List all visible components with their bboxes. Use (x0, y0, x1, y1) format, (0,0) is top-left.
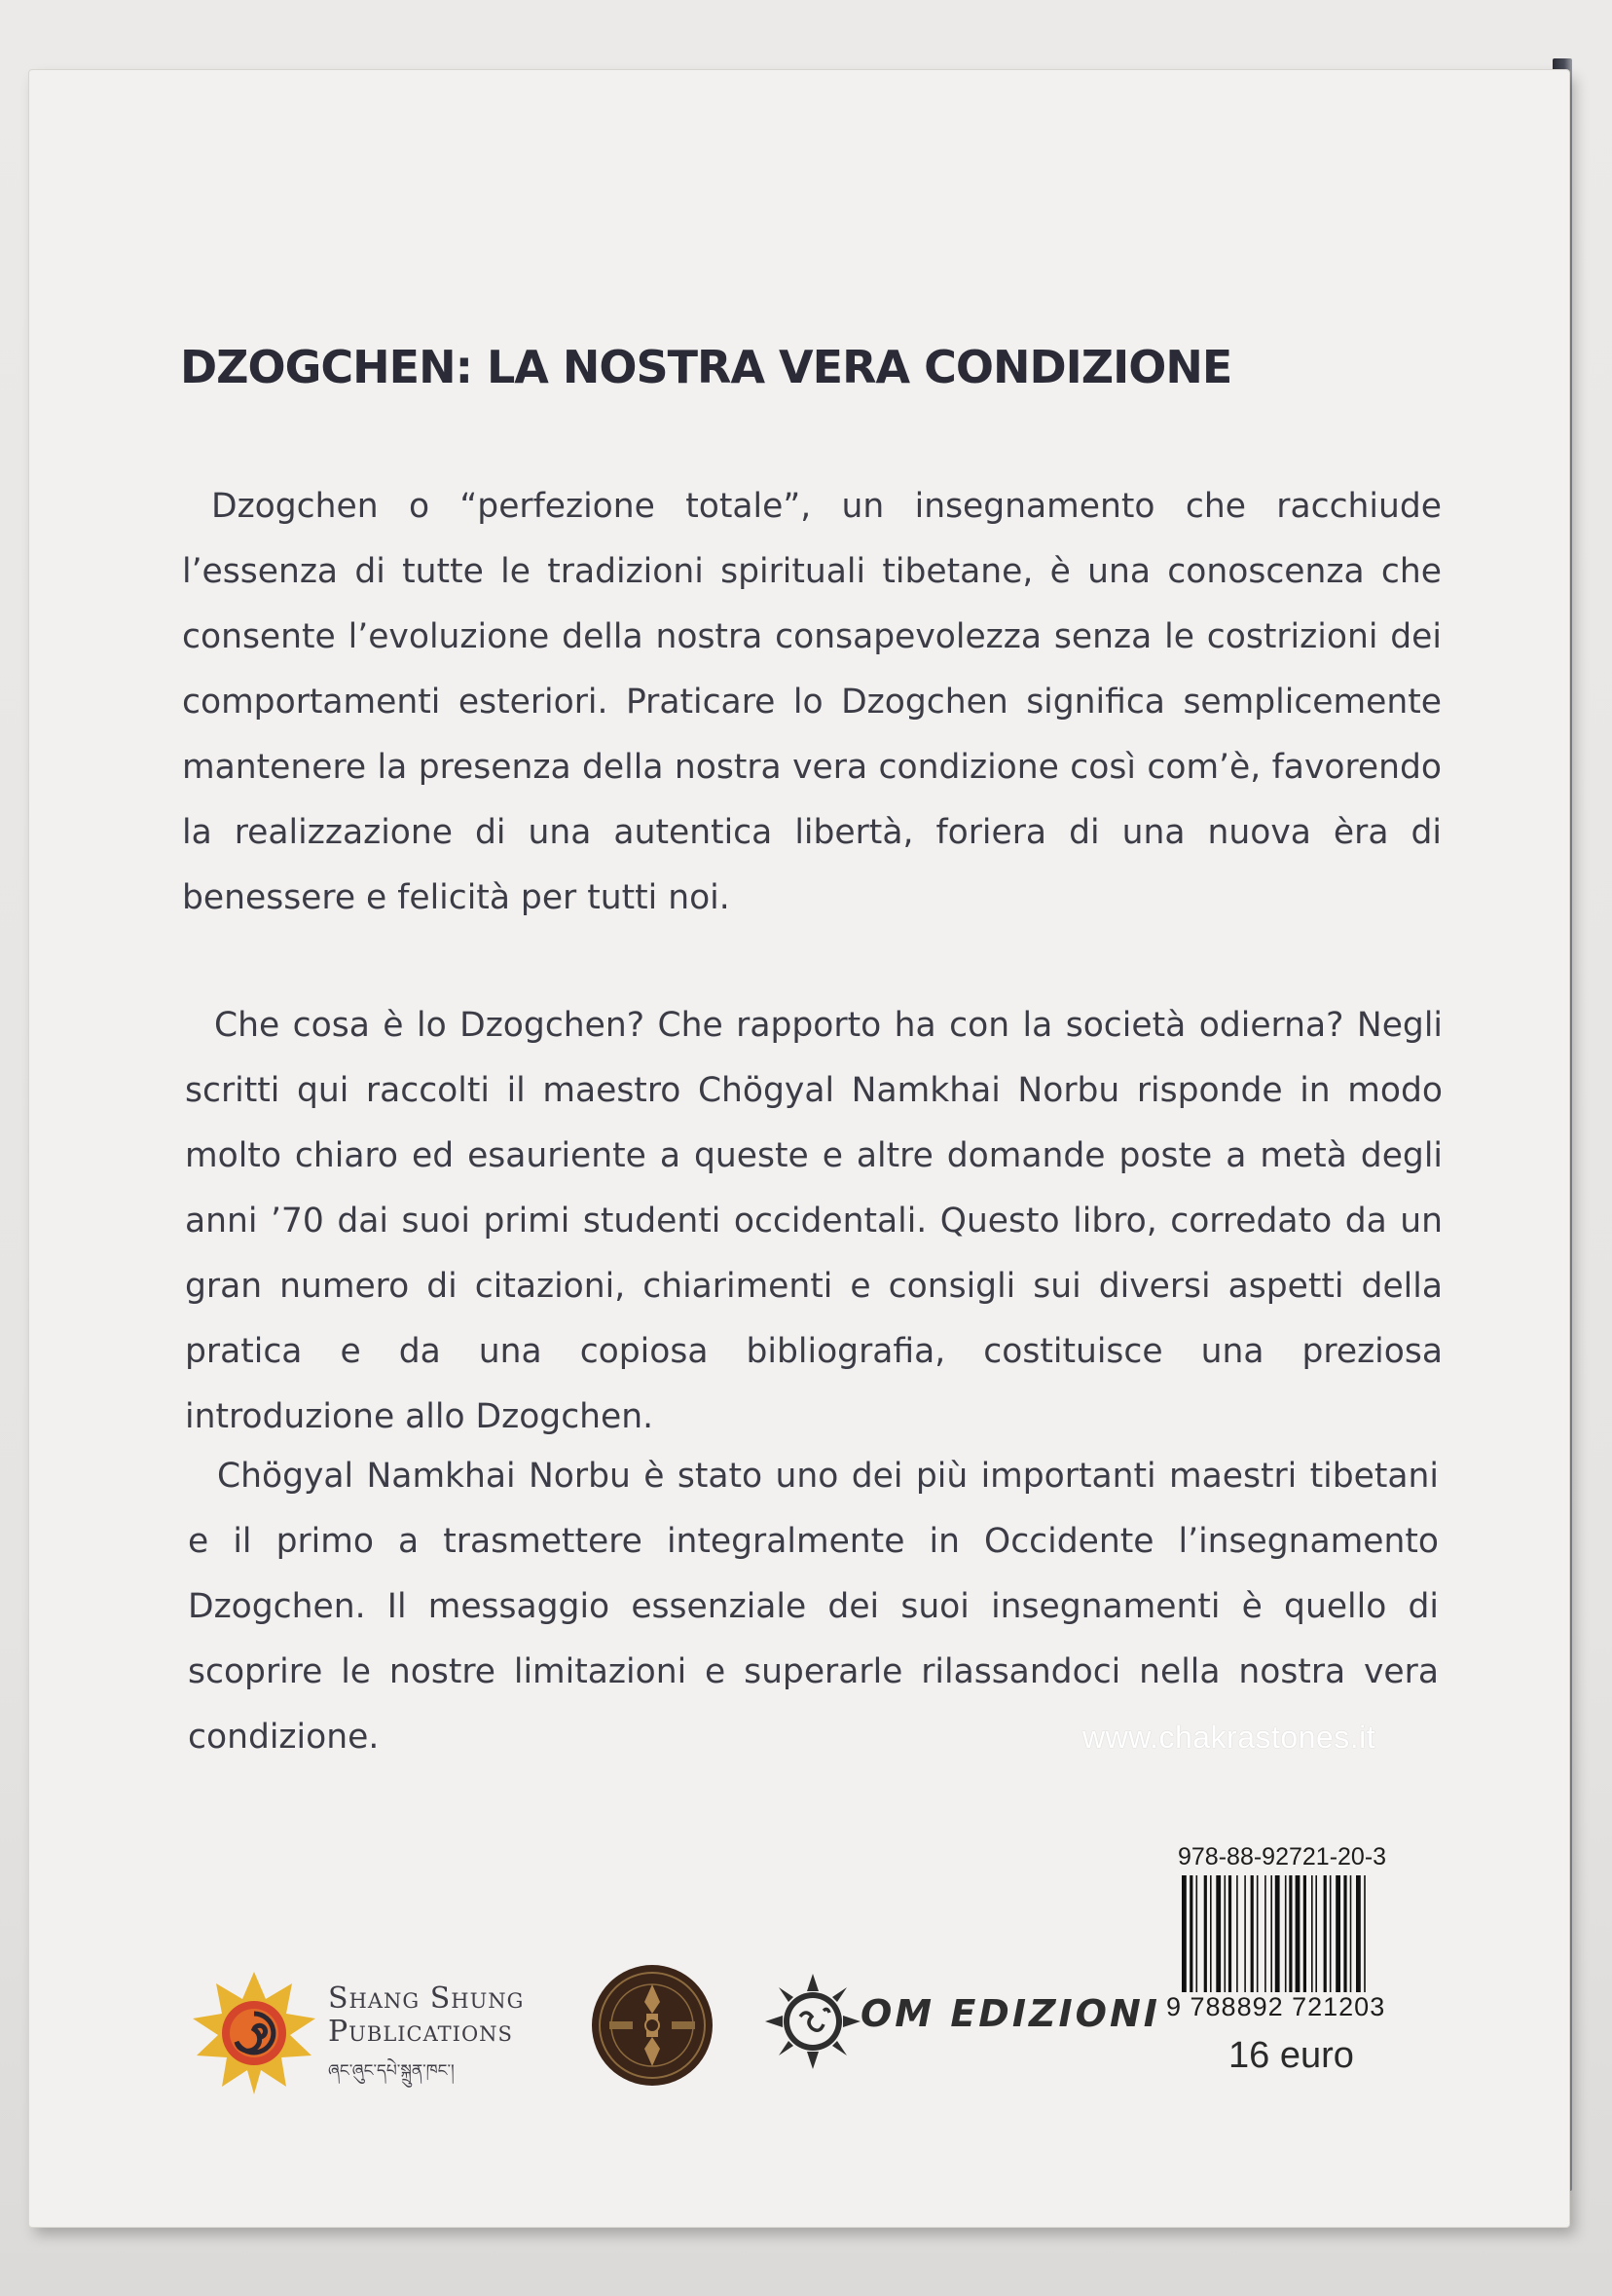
website-watermark: www.chakrastones.it (1082, 1720, 1376, 1755)
description-paragraph-2: Che cosa è lo Dzogchen? Che rapporto ha con la società odierna? Negli scritti qui raccolti il maestro Chögyal Namkhai Norbu risponde in modo molto chiaro ed esauriente a queste e altre domande poste a metà degli anni ’70 dai suoi primi studenti occidentali. Questo libro, corredato da un gran numero di citazioni, chiarimenti e consigli sui diversi aspetti della pratica e da una copiosa bibliografia, costituisce una preziosa introduzione allo Dzogchen. (185, 1006, 1443, 1436)
shang-shung-sun-logo-icon (191, 1970, 317, 2096)
book-title: DZOGCHEN: LA NOSTRA VERA CONDIZIONE (180, 341, 1232, 393)
barcode-digits: 9 788892 721203 (1163, 1992, 1388, 2022)
shang-shung-publisher-name (328, 1982, 524, 2049)
dorje-seal-logo-icon (590, 1963, 714, 2088)
shang-shung-line-2: Publications (328, 2015, 513, 2049)
price-label: 16 euro (1228, 2035, 1354, 2076)
description-paragraph-1: Dzogchen o “perfezione totale”, un insegnamento che racchiude l’essenza di tutte le tradizioni spirituali tibetane, è una conoscenza che consente l’evoluzione della nostra consapevolezza senza le costrizioni dei comportamenti esteriori. Praticare lo Dzogchen significa semplicemente mantenere la presenza della nostra vera condizione così com’è, favorendo la realizzazione di una autentica libertà, foriera di una nuova èra di benessere e felicità per tutti noi. (182, 487, 1442, 917)
isbn-label: 978-88-92721-20-3 (1178, 1843, 1387, 1870)
author-bio-paragraph: Chögyal Namkhai Norbu è stato uno dei più importanti maestri tibetani e il primo a trasmettere integralmente in Occidente l’insegnamento Dzogchen. Il messaggio essenziale dei suoi insegnamenti è quello di scoprire le nostre limitazioni e superarle rilassandoci nella nostra vera condizione. (188, 1457, 1439, 1757)
om-edizioni-publisher-name: OM EDIZIONI (861, 1992, 1160, 2035)
shang-shung-tibetan-script: ཞང་ཞུང་དཔེ་སྐྲུན་ཁང་། (328, 2061, 455, 2081)
om-sun-logo-icon (765, 1974, 861, 2069)
shang-shung-line-1: Shang Shung (328, 1981, 525, 2016)
